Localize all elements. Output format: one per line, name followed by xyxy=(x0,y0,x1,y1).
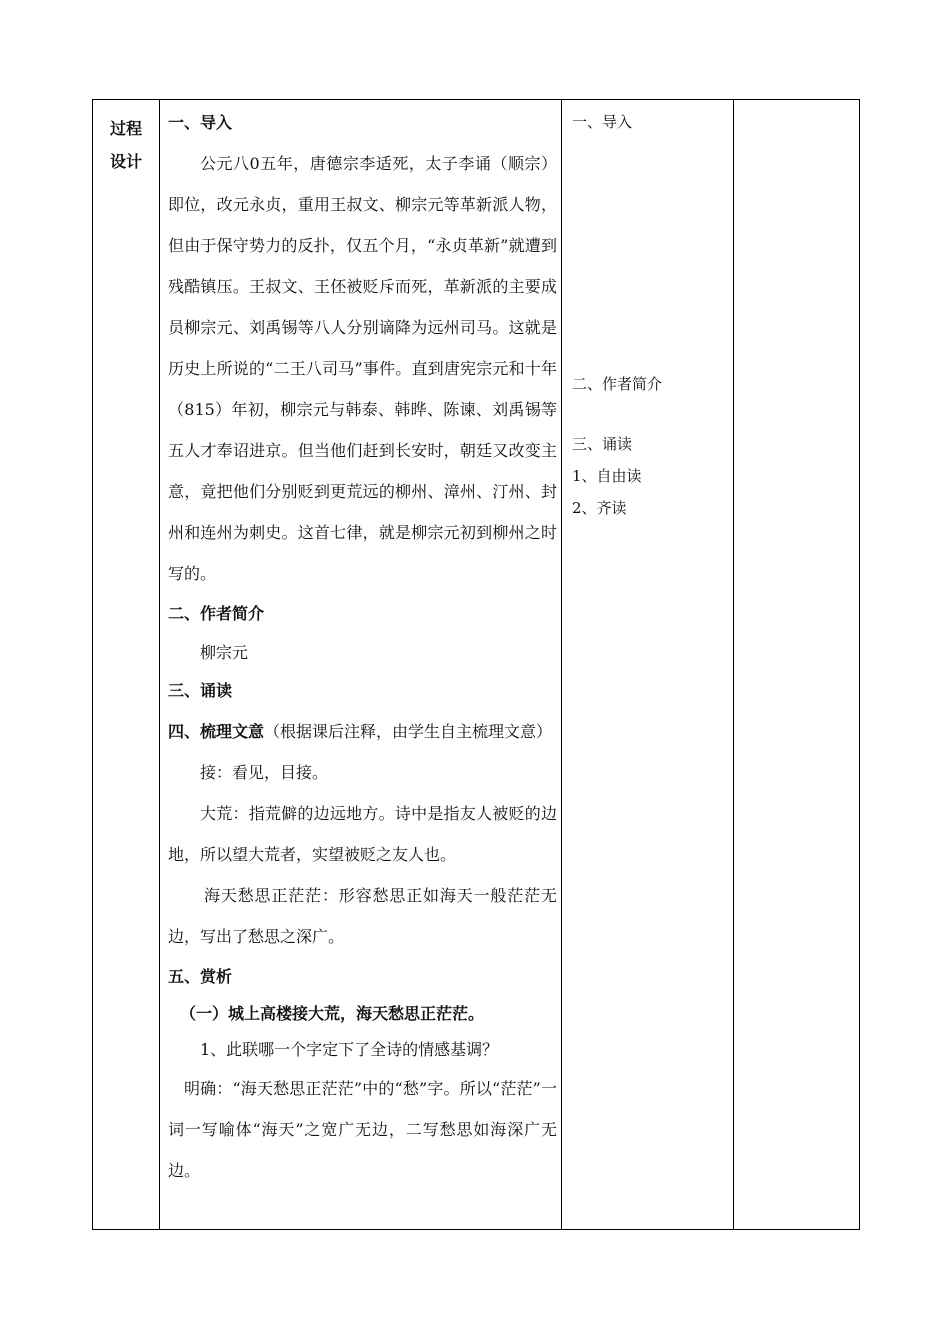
section-title-recite: 三、诵读 xyxy=(168,681,233,700)
row-label-line-2: 设计 xyxy=(110,152,143,171)
row-label-line-1: 过程 xyxy=(110,119,143,138)
row-label xyxy=(93,100,159,178)
appreciation-couplet-1: （一）城上高楼接大荒，海天愁思正茫茫。 xyxy=(180,1004,485,1023)
activity-group-reading: 2、齐读 xyxy=(572,499,627,517)
activity-recite: 三、诵读 xyxy=(572,435,633,453)
lesson-plan-table xyxy=(92,99,860,1230)
main-content-cell xyxy=(160,100,562,1230)
section-title-intro: 一、导入 xyxy=(168,113,233,132)
section-title-appreciation: 五、赏析 xyxy=(168,967,233,986)
annotation-jie: 接：看见，目接。 xyxy=(200,763,329,782)
notes-cell xyxy=(734,100,860,1230)
activity-cell xyxy=(562,100,734,1230)
question-1: 1、此联哪一个字定下了全诗的情感基调？ xyxy=(200,1040,499,1059)
section-title-meaning: 四、梳理文意 xyxy=(168,722,265,741)
section-meaning-note: （根据课后注释，由学生自主梳理文意） xyxy=(264,722,553,741)
answer-1: 明确：“海天愁思正茫茫”中的“愁”字。所以“茫茫”一词一写喻体“海天”之宽广无边，二写愁思如海深广无边。 xyxy=(168,1079,557,1180)
annotation-dahuang: 大荒：指荒僻的边远地方。诗中是指友人被贬的边地，所以望大荒者，实望被贬之友人也。 xyxy=(168,804,557,864)
activity-intro: 一、导入 xyxy=(572,113,633,131)
author-name: 柳宗元 xyxy=(200,643,249,662)
section-meaning xyxy=(168,711,557,752)
section-title-author: 二、作者简介 xyxy=(168,604,265,623)
activity-free-reading: 1、自由读 xyxy=(572,467,642,485)
process-design-row xyxy=(93,100,860,1230)
intro-paragraph: 公元八0五年，唐德宗李适死，太子李诵（顺宗）即位，改元永贞，重用王叔文、柳宗元等革新派人物，但由于保守势力的反扑，仅五个月，“永贞革新”就遭到残酷镇压。王叔文、王伾被贬斥而死，革新派的主要成员柳宗元、刘禹锡等八人分别谪降为远州司马。这就是历史上所说的“二王八司马”事件。直到唐宪宗元和十年（815）年初，柳宗元与韩泰、韩晔、陈谏、刘禹锡等五人才奉诏进京。但当他们赶到长安时，朝廷又改变主意，竟把他们分别贬到更荒远的柳州、漳州、汀州、封州和连州为刺史。这首七律，就是柳宗元初到柳州之时写的。 xyxy=(168,154,557,583)
main-content xyxy=(160,100,561,1191)
row-label-cell xyxy=(93,100,160,1230)
activity-author: 二、作者简介 xyxy=(572,375,663,393)
annotation-haitian: 海天愁思正茫茫：形容愁思正如海天一般茫茫无边，写出了愁思之深广。 xyxy=(168,886,557,946)
